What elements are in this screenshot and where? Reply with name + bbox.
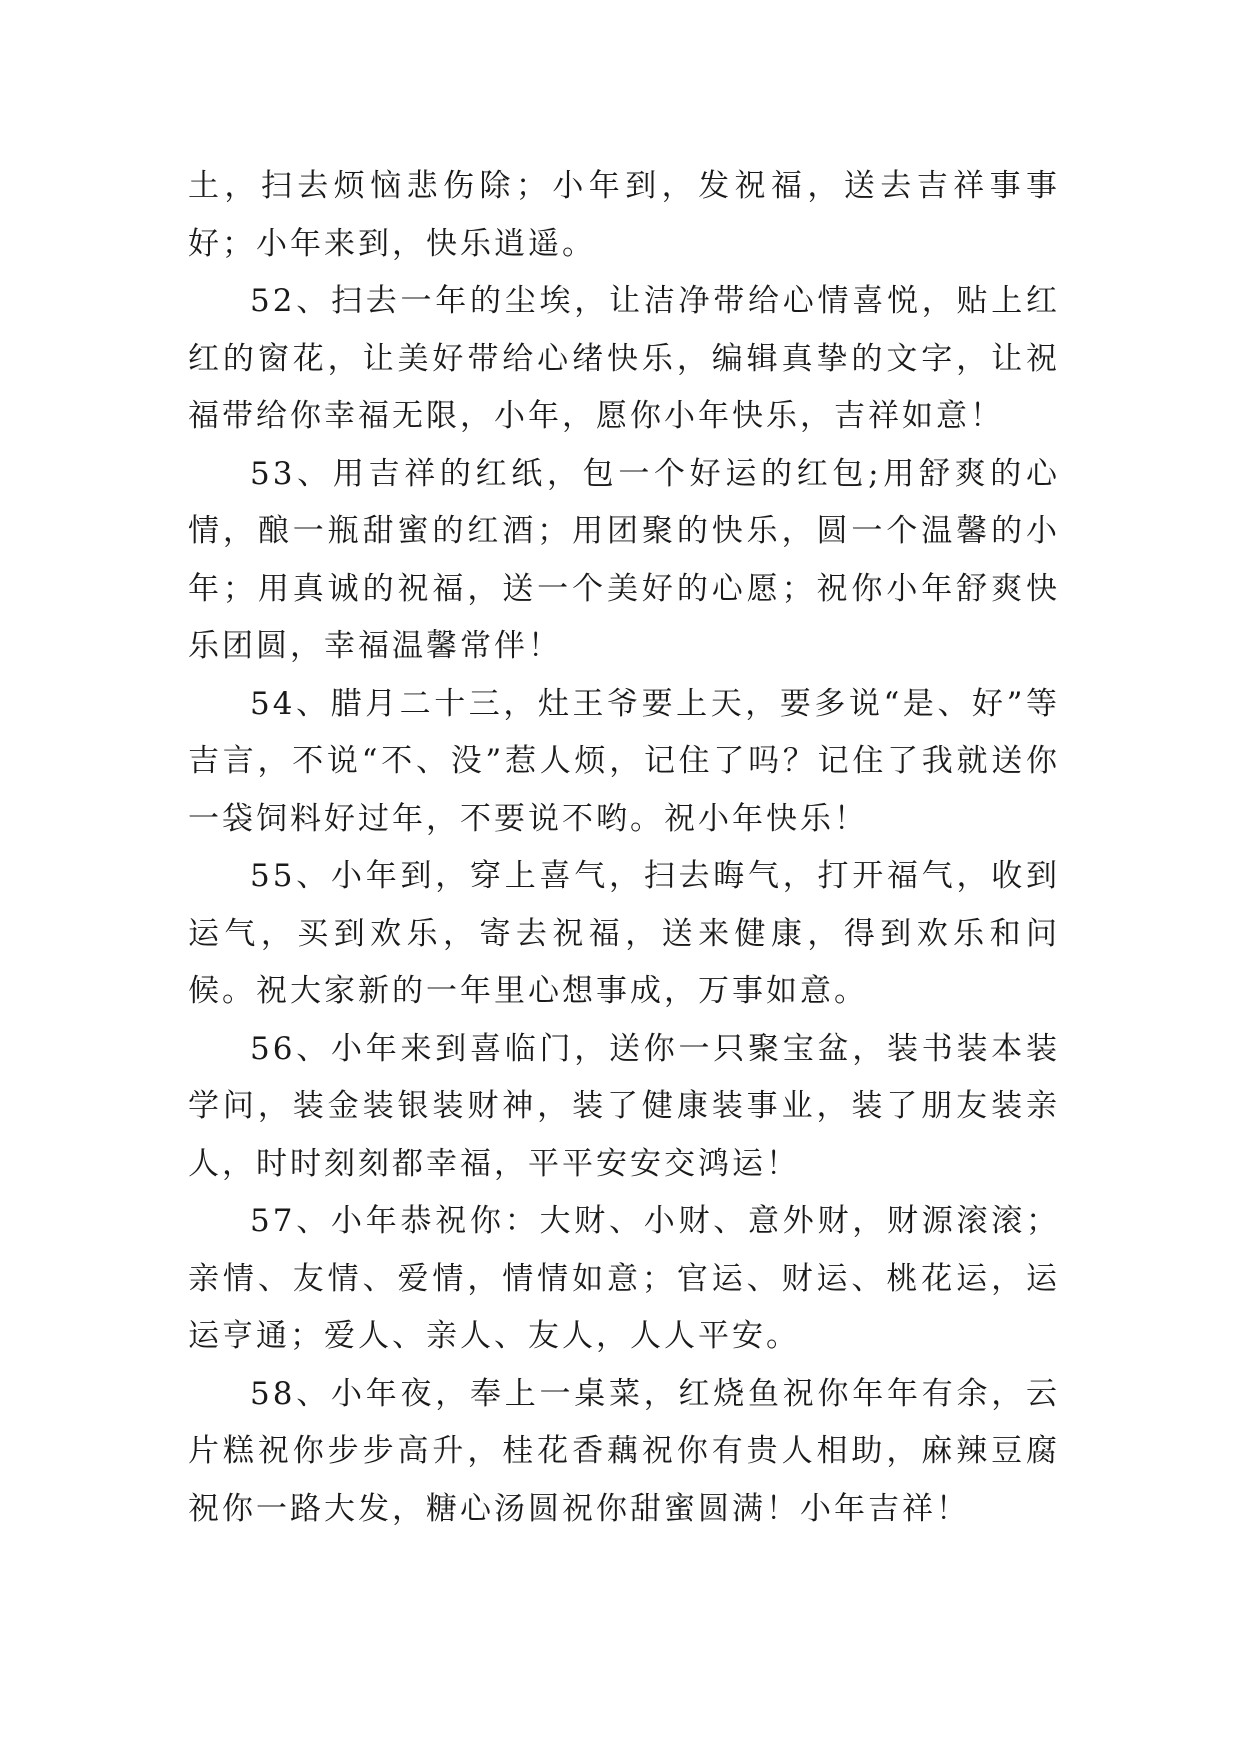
document-body: [188, 158, 1060, 1538]
paragraph-55: 55、小年到，穿上喜气，扫去晦气，打开福气，收到运气，买到欢乐，寄去祝福，送来健康，得到欢乐和问候。祝大家新的一年里心想事成，万事如意。: [188, 858, 1060, 1009]
paragraph-56: 56、小年来到喜临门，送你一只聚宝盆，装书装本装学问，装金装银装财神，装了健康装事业，装了朋友装亲人，时时刻刻都幸福，平平安安交鸿运！: [188, 1030, 1060, 1182]
paragraph-58: 58、小年夜，奉上一桌菜，红烧鱼祝你年年有余，云片糕祝你步步高升，桂花香藕祝你有贵人相助，麻辣豆腐祝你一路大发，糖心汤圆祝你甜蜜圆满！小年吉祥！: [188, 1375, 1060, 1527]
paragraph-52: 52、扫去一年的尘埃，让洁净带给心情喜悦，贴上红红的窗花，让美好带给心绪快乐，编辑真挚的文字，让祝福带给你幸福无限，小年，愿你小年快乐，吉祥如意！: [188, 283, 1060, 434]
paragraph-54: 54、腊月二十三，灶王爷要上天，要多说“是、好”等吉言，不说“不、没”惹人烦，记住了吗？记住了我就送你一袋饲料好过年，不要说不哟。祝小年快乐！: [188, 685, 1060, 837]
paragraph-53: 53、用吉祥的红纸，包一个好运的红包;用舒爽的心情，酿一瓶甜蜜的红酒；用团聚的快乐，圆一个温馨的小年；用真诚的祝福，送一个美好的心愿；祝你小年舒爽快乐团圆，幸福温馨常伴！: [188, 455, 1060, 664]
paragraph-51-continuation: 土，扫去烦恼悲伤除；小年到，发祝福，送去吉祥事事好；小年来到，快乐逍遥。: [188, 168, 1060, 262]
paragraph-57: 57、小年恭祝你：大财、小财、意外财，财源滚滚；亲情、友情、爱情，情情如意；官运、财运、桃花运，运运亨通；爱人、亲人、友人，人人平安。: [188, 1203, 1060, 1354]
